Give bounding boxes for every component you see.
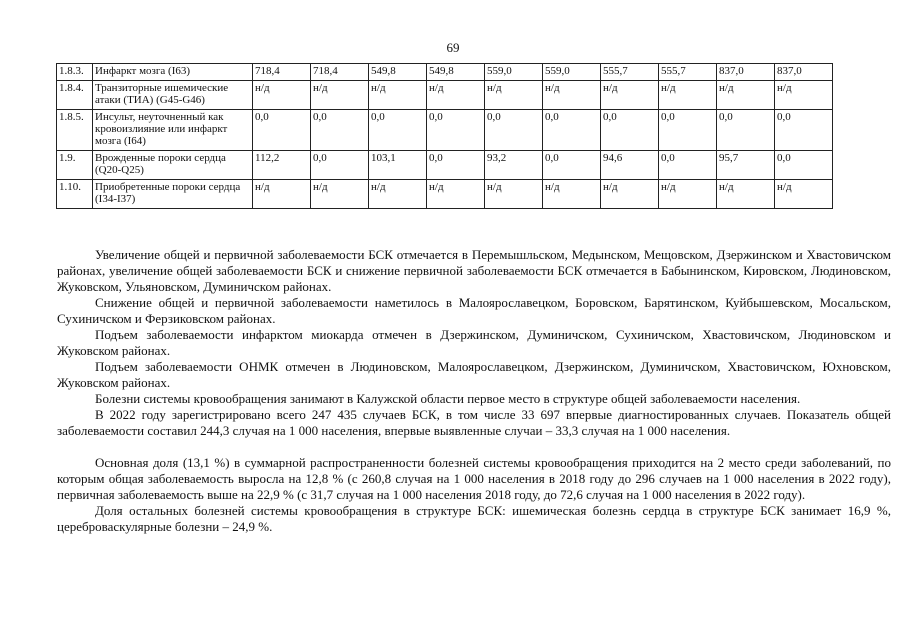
value-cell: н/д bbox=[427, 180, 485, 209]
value-cell: 0,0 bbox=[427, 110, 485, 151]
value-cell: н/д bbox=[601, 180, 659, 209]
table-row bbox=[57, 180, 833, 209]
value-cell: 0,0 bbox=[311, 110, 369, 151]
value-cell: н/д bbox=[775, 81, 833, 110]
table-row bbox=[57, 151, 833, 180]
value-cell: 555,7 bbox=[601, 64, 659, 81]
row-name-cell bbox=[93, 81, 253, 110]
row-name-line: атаки (ТИА) (G45-G46) bbox=[95, 94, 205, 106]
row-name-line: Инфаркт мозга (I63) bbox=[95, 65, 191, 77]
value-cell: 0,0 bbox=[543, 110, 601, 151]
value-cell: 0,0 bbox=[601, 110, 659, 151]
paragraph: Доля остальных болезней системы кровообращения в структуре БСК: ишемическая болезнь сердца в структуре БСК занимает 16,9 %, цереброваскулярные болезни – 24,9 %. bbox=[57, 503, 891, 534]
value-cell: 112,2 bbox=[253, 151, 311, 180]
value-cell: н/д bbox=[311, 81, 369, 110]
value-cell: 718,4 bbox=[253, 64, 311, 81]
value-cell: 549,8 bbox=[369, 64, 427, 81]
row-name-cell bbox=[93, 110, 253, 151]
row-number-cell: 1.9. bbox=[57, 151, 93, 180]
value-cell: 93,2 bbox=[485, 151, 543, 180]
paragraph: Увеличение общей и первичной заболеваемости БСК отмечается в Перемышльском, Медынском, Мещовском, Дзержинском и Хвастовичском районах, увеличение общей заболеваемости БСК и снижение первичной заболеваемости БСК отмечается в Бабынинском, Кировском, Людиновском, Жуковском, Ульяновском, Думиничском районах. bbox=[57, 247, 891, 294]
paragraph: Основная доля (13,1 %) в суммарной распространенности болезней системы кровообращения приходится на 2 место среди заболеваний, по которым общая заболеваемость выросла на 12,8 % (с 260,8 случая на 1 000 населения в 2018 году до 296 случаев на 1 000 населения в 2022 году), первичная заболеваемость выше на 22,9 % (с 31,7 случая на 1 000 населения 2018 году, до 72,6 случая на 1 000 населения в 2022 году). bbox=[57, 455, 891, 502]
row-name-cell bbox=[93, 180, 253, 209]
value-cell: н/д bbox=[659, 81, 717, 110]
table-row bbox=[57, 81, 833, 110]
paragraph: Подъем заболеваемости ОНМК отмечен в Людиновском, Малоярославецком, Дзержинском, Думиничском, Хвастовичском, Юхновском, Жуковском районах. bbox=[57, 359, 891, 390]
row-number-cell: 1.8.5. bbox=[57, 110, 93, 151]
row-number-cell: 1.8.4. bbox=[57, 81, 93, 110]
value-cell: 0,0 bbox=[427, 151, 485, 180]
row-name-line: Приобретенные пороки сердца bbox=[95, 181, 241, 193]
value-cell: 837,0 bbox=[775, 64, 833, 81]
value-cell: 837,0 bbox=[717, 64, 775, 81]
value-cell: н/д bbox=[485, 180, 543, 209]
table-row bbox=[57, 110, 833, 151]
value-cell: н/д bbox=[253, 180, 311, 209]
value-cell: 0,0 bbox=[369, 110, 427, 151]
row-name-line: мозга (I64) bbox=[95, 135, 146, 147]
value-cell: н/д bbox=[485, 81, 543, 110]
body-text bbox=[57, 247, 891, 535]
table-row bbox=[57, 64, 833, 81]
row-number-cell: 1.10. bbox=[57, 180, 93, 209]
row-number-cell: 1.8.3. bbox=[57, 64, 93, 81]
value-cell: 555,7 bbox=[659, 64, 717, 81]
value-cell: н/д bbox=[717, 180, 775, 209]
value-cell: 0,0 bbox=[253, 110, 311, 151]
value-cell: 718,4 bbox=[311, 64, 369, 81]
value-cell: н/д bbox=[659, 180, 717, 209]
value-cell: 94,6 bbox=[601, 151, 659, 180]
value-cell: 559,0 bbox=[543, 64, 601, 81]
paragraph: Болезни системы кровообращения занимают в Калужской области первое место в структуре общей заболеваемости населения. bbox=[95, 391, 801, 406]
value-cell: н/д bbox=[543, 81, 601, 110]
value-cell: н/д bbox=[253, 81, 311, 110]
row-name-line: Инсульт, неуточненный как bbox=[95, 111, 224, 123]
row-name-cell bbox=[93, 64, 253, 81]
paragraph: Подъем заболеваемости инфарктом миокарда отмечен в Дзержинском, Думиничском, Сухиничском, Хвастовичском, Людиновском и Жуковском районах. bbox=[57, 327, 891, 358]
value-cell: 549,8 bbox=[427, 64, 485, 81]
value-cell: 0,0 bbox=[485, 110, 543, 151]
paragraph: В 2022 году зарегистрировано всего 247 435 случаев БСК, в том числе 33 697 впервые диагностированных случаев. Показатель общей заболеваемости составил 244,3 случая на 1 000 населения, впервые выявленные случаи – 33,3 случая на 1 000 населения. bbox=[57, 407, 891, 438]
row-name-line: Врожденные пороки сердца bbox=[95, 152, 226, 164]
value-cell: 0,0 bbox=[717, 110, 775, 151]
row-name-line: (Q20-Q25) bbox=[95, 164, 144, 176]
row-name-line: Транзиторные ишемические bbox=[95, 82, 229, 94]
page-number: 69 bbox=[446, 40, 460, 55]
value-cell: н/д bbox=[369, 180, 427, 209]
value-cell: 0,0 bbox=[311, 151, 369, 180]
row-name-line: (I34-I37) bbox=[95, 193, 136, 205]
value-cell: 0,0 bbox=[659, 151, 717, 180]
value-cell: 0,0 bbox=[775, 110, 833, 151]
value-cell: н/д bbox=[601, 81, 659, 110]
value-cell: н/д bbox=[717, 81, 775, 110]
value-cell: 103,1 bbox=[369, 151, 427, 180]
value-cell: н/д bbox=[775, 180, 833, 209]
paragraph: Снижение общей и первичной заболеваемости наметилось в Малоярославецком, Боровском, Барятинском, Куйбышевском, Мосальском, Сухиничском и Ферзиковском районах. bbox=[57, 295, 891, 326]
value-cell: н/д bbox=[427, 81, 485, 110]
value-cell: н/д bbox=[543, 180, 601, 209]
value-cell: 559,0 bbox=[485, 64, 543, 81]
value-cell: 95,7 bbox=[717, 151, 775, 180]
value-cell: 0,0 bbox=[543, 151, 601, 180]
value-cell: 0,0 bbox=[775, 151, 833, 180]
table-body bbox=[57, 64, 833, 209]
statistics-table bbox=[56, 63, 833, 209]
value-cell: н/д bbox=[369, 81, 427, 110]
value-cell: 0,0 bbox=[659, 110, 717, 151]
row-name-line: кровоизлияние или инфаркт bbox=[95, 123, 228, 135]
value-cell: н/д bbox=[311, 180, 369, 209]
row-name-cell bbox=[93, 151, 253, 180]
